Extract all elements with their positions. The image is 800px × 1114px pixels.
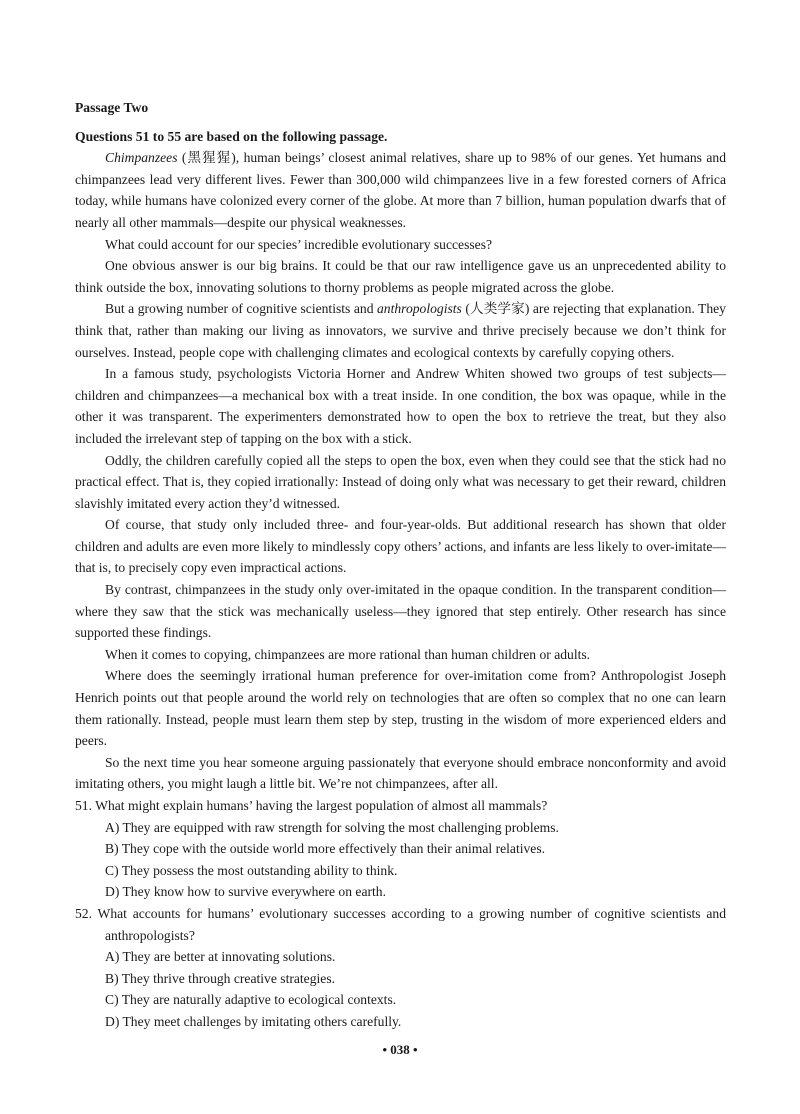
italic-term: anthropologists <box>377 301 462 317</box>
passage-paragraph: In a famous study, psychologists Victoria Horner and Andrew Whiten showed two groups of test subjects—children and chimpanzees—a mechanical box with a treat inside. In one condition, the box was opaque, while in the other it was transparent. The experimenters demonstrated how to open the box to retrieve the treat, but they also included the irrelevant step of tapping on the box with a stick. <box>75 366 726 446</box>
italic-term: Chimpanzees <box>105 150 178 166</box>
answer-option-b: B) They cope with the outside world more effectively than their animal relatives. <box>105 841 546 857</box>
passage-paragraph: Of course, that study only included three- and four-year-olds. But additional research has shown that older children and adults are even more likely to mindlessly copy others’ actions, and infants are less likely to over-imitate—that is, to precisely copy even impractical actions. <box>75 517 726 576</box>
passage-paragraph: One obvious answer is our big brains. It could be that our raw intelligence gave us an unprecedented ability to think outside the box, innovating solutions to thorny problems as people migrated across the globe. <box>75 258 726 295</box>
question-stem: 51. What might explain humans’ having the largest population of almost all mammals? <box>75 798 548 813</box>
passage-paragraph: Chimpanzees (黑猩猩), human beings’ closest animal relatives, share up to 98% of our genes. Yet humans and chimpanzees lead very different lives. Fewer than 300,000 wild chimpanzees live in a few forested corners of Africa today, while humans have colonized every corner of the globe. At more than 7 billion, human population dwarfs that of nearly all other mammals—despite our physical weaknesses. <box>75 150 726 230</box>
passage-paragraph: So the next time you hear someone arguing passionately that everyone should embrace nonconformity and avoid imitating others, you might laugh a little bit. We’re not chimpanzees, after all. <box>75 754 726 792</box>
answer-option-d: D) They know how to survive everywhere on earth. <box>105 884 386 900</box>
question-52 <box>75 903 726 1033</box>
instruction: Questions 51 to 55 are based on the following passage. <box>75 128 388 144</box>
passage-paragraph: When it comes to copying, chimpanzees are more rational than human children or adults. <box>105 646 591 662</box>
question-stem: 52. What accounts for humans’ evolutionary successes according to a growing number of cognitive scientists and anthropologists? <box>75 905 726 943</box>
answer-option-c: C) They are naturally adaptive to ecological contexts. <box>105 992 397 1008</box>
answer-option-a: A) They are better at innovating solutions. <box>105 949 336 965</box>
answer-option-b: B) They thrive through creative strategies. <box>105 970 336 986</box>
passage-paragraph: By contrast, chimpanzees in the study only over-imitated in the opaque condition. In the transparent condition—where they saw that the stick was mechanically useless—they ignored that step entirely. Other research has since supported these findings. <box>75 582 726 641</box>
passage-paragraph: Oddly, the children carefully copied all the steps to open the box, even when they could see that the stick had no practical effect. That is, they copied irrationally: Instead of doing only what was necessary to get their reward, children slavishly imitated every action they’d witnessed. <box>75 452 726 511</box>
answer-option-c: C) They possess the most outstanding ability to think. <box>105 862 398 878</box>
passage-paragraph: Where does the seemingly irrational human preference for over-imitation come from? Anthropologist Joseph Henrich points out that people around the world rely on technologies that are often so complex that no one can learn them rationally. Instead, people must learn them step by step, trusting in the wisdom of more experienced elders and peers. <box>75 668 726 749</box>
question-51 <box>75 795 726 903</box>
passage-paragraph: What could account for our species’ incredible evolutionary successes? <box>105 236 493 252</box>
passage-paragraph: But a growing number of cognitive scientists and anthropologists (人类学家) are rejecting that explanation. They think that, rather than making our living as innovators, we survive and thrive precisely because we don’t think for ourselves. Instead, people cope with challenging climates and ecological contexts by carefully copying others. <box>75 301 726 360</box>
passage <box>75 147 726 795</box>
answer-option-a: A) They are equipped with raw strength for solving the most challenging problems. <box>105 819 559 835</box>
answer-option-d: D) They meet challenges by imitating others carefully. <box>105 1013 402 1029</box>
section-title: Passage Two <box>75 100 149 115</box>
page-number: • 038 • <box>382 1042 418 1057</box>
